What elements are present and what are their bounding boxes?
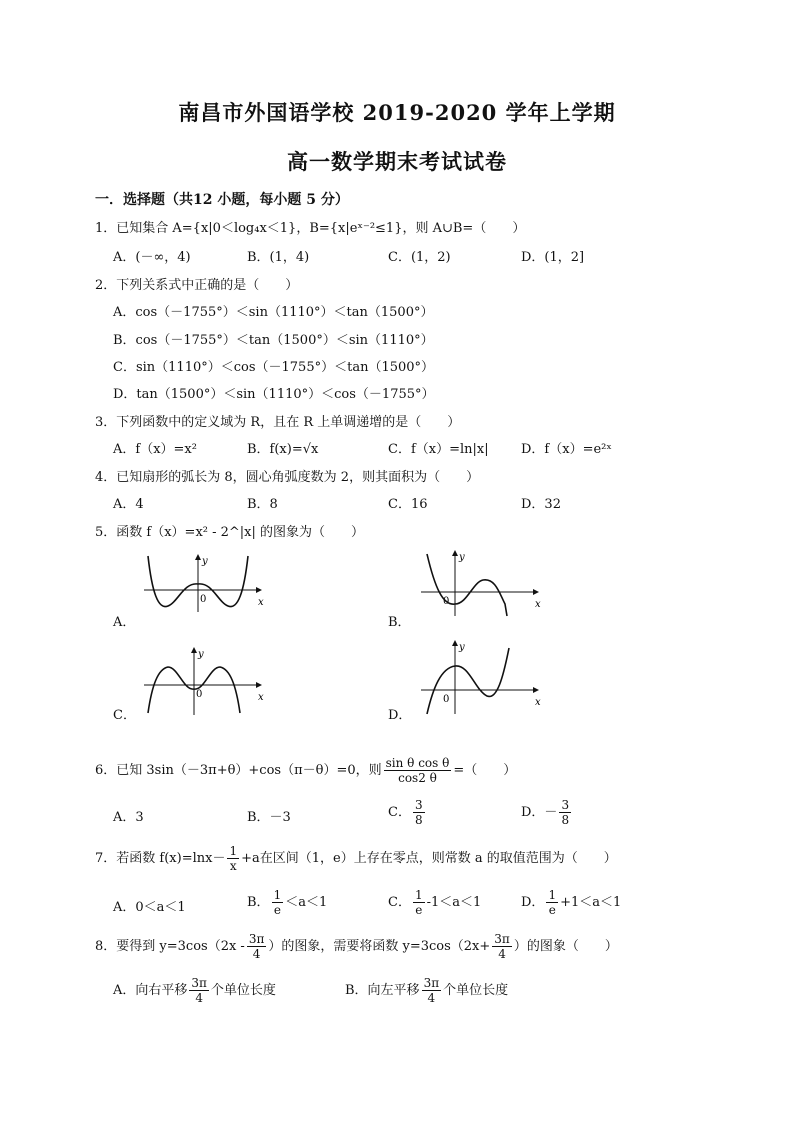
q2-option-d: D．tan（1500°）＜sin（1110°）＜cos（－1755°）	[113, 387, 435, 402]
q6-fraction	[384, 756, 452, 785]
q7-d-post: +1＜a＜1	[560, 895, 622, 910]
q2-option-c: C．sin（1110°）＜cos（－1755°）＜tan（1500°）	[113, 360, 435, 375]
q7-stem-post: +a在区间（1，e）上存在零点，则常数 a 的取值范围为（ ）	[241, 851, 617, 866]
q2-option-a: A．cos（－1755°）＜sin（1110°）＜tan（1500°）	[113, 305, 434, 320]
q7-option-b-label: B．	[247, 895, 270, 910]
q3-option-d: D．f（x）=e²ˣ	[521, 442, 612, 457]
q6-frac-num: sin θ cos θ	[385, 756, 450, 770]
q5-c-x-label: x	[258, 692, 264, 703]
q7-d-den: e	[548, 903, 556, 917]
question-1: 1．已知集合 A={x|0＜log₄x＜1}，B={x|eˣ⁻²≤1}，则 A∪B=（ ）	[95, 221, 526, 236]
q8-frac2-num: 3π	[494, 932, 510, 946]
q5-graph-d	[415, 638, 547, 716]
q7-c-num: 1	[414, 888, 423, 902]
q6-c-num: 3	[414, 798, 423, 812]
q6-d-fraction	[559, 798, 571, 827]
question-5: 5．函数 f（x）=x² - 2^|x| 的图象为（ ）	[95, 525, 365, 540]
q6-option-a: A．3	[113, 810, 144, 825]
q8-b-num: 3π	[423, 976, 440, 990]
q7-c-post: -1＜a＜1	[426, 895, 482, 910]
q5-b-x-label: x	[535, 599, 541, 610]
q8-option-b	[345, 976, 508, 1005]
q5-d-y-label: y	[459, 642, 465, 653]
section-heading: 一．选择题（共12 小题，每小题 5 分）	[95, 192, 349, 208]
question-4: 4．已知扇形的弧长为 8，圆心角弧度数为 2，则其面积为（ ）	[95, 470, 480, 485]
q1-option-b: B．(1，4)	[247, 250, 310, 265]
q8-a-fraction	[189, 976, 209, 1005]
q5-b-origin: 0	[443, 596, 450, 607]
q8-option-a	[113, 976, 276, 1005]
q8-b-post: 个单位长度	[443, 983, 509, 998]
q7-d-num: 1	[548, 888, 557, 902]
q8-frac1-num: 3π	[248, 932, 265, 946]
q7-d-fraction	[546, 888, 558, 917]
q6-c-fraction	[413, 798, 425, 827]
q7-b-num: 1	[273, 888, 282, 902]
q5-a-y-label: y	[202, 556, 208, 567]
q6-option-b: B．－3	[247, 810, 291, 825]
q5-d-origin: 0	[443, 694, 450, 705]
q7-b-den: e	[273, 903, 281, 917]
q5-a-origin: 0	[200, 594, 207, 605]
page-subtitle: 高一数学期末考试试卷	[287, 149, 507, 174]
q8-stem-mid: ）的图象，需要将函数 y=3cos（2x+	[268, 939, 491, 954]
page-title: 南昌市外国语学校 2019-2020 学年上学期	[178, 100, 616, 125]
q8-fraction-2	[492, 932, 512, 961]
q1-option-a: A．(－∞，4)	[113, 250, 191, 265]
q8-a-den: 4	[195, 991, 203, 1005]
q5-option-d: D．	[388, 708, 412, 723]
q7-stem-pre: 7．若函数 f(x)=lnx－	[95, 851, 226, 866]
q5-option-a: A．	[113, 615, 136, 630]
q8-a-post: 个单位长度	[210, 983, 276, 998]
q2-option-b: B．cos（－1755°）＜tan（1500°）＜sin（1110°）	[113, 333, 434, 348]
q5-graph-a	[138, 552, 270, 614]
question-7	[95, 844, 617, 873]
q8-fraction-1	[247, 932, 267, 961]
q1-option-c: C．(1，2)	[388, 250, 451, 265]
q7-option-d	[521, 888, 621, 917]
q6-stem-post: =（ ）	[453, 763, 517, 778]
q4-option-a: A．4	[113, 497, 144, 512]
q7-option-c-label: C．	[388, 895, 411, 910]
q8-b-fraction	[422, 976, 442, 1005]
q5-a-x-label: x	[258, 597, 264, 608]
q6-d-num: 3	[561, 798, 570, 812]
q1-option-d: D．(1，2]	[521, 250, 585, 265]
q6-stem-pre: 6．已知 3sin（－3π+θ）+cos（π－θ）=0，则	[95, 763, 382, 778]
q5-graph-c	[138, 645, 270, 717]
q7-frac-den: x	[229, 859, 237, 873]
q8-frac1-den: 4	[252, 947, 261, 961]
question-8	[95, 932, 618, 961]
q3-option-a: A．f（x）=x²	[113, 442, 197, 457]
q4-option-d: D．32	[521, 497, 561, 512]
q5-graph-b	[415, 548, 547, 618]
q4-option-c: C．16	[388, 497, 428, 512]
q8-b-den: 4	[427, 991, 436, 1005]
q5-option-c: C．	[113, 708, 136, 723]
q7-b-fraction	[272, 888, 284, 917]
q5-option-b: B．	[388, 615, 411, 630]
q5-d-x-label: x	[535, 697, 541, 708]
q7-option-a: A．0＜a＜1	[113, 900, 186, 915]
q4-option-b: B．8	[247, 497, 278, 512]
q7-c-fraction	[413, 888, 425, 917]
q8-stem-pre: 8．要得到 y=3cos（2x -	[95, 939, 245, 954]
q7-option-c	[388, 888, 481, 917]
q8-option-b-label: B．向左平移	[345, 983, 420, 998]
q6-d-den: 8	[561, 813, 570, 827]
q7-option-b	[247, 888, 327, 917]
q8-stem-post: ）的图象（ ）	[513, 939, 618, 954]
q7-b-post: ＜a＜1	[285, 895, 328, 910]
q3-option-b: B．f(x)=√x	[247, 442, 319, 457]
question-3: 3．下列函数中的定义域为 R，且在 R 上单调递增的是（ ）	[95, 415, 461, 430]
q6-option-c	[388, 798, 427, 827]
q8-option-a-label: A．向右平移	[113, 983, 188, 998]
q6-option-d-label: D．－	[521, 805, 558, 820]
q8-frac2-den: 4	[498, 947, 506, 961]
q5-c-origin: 0	[196, 689, 203, 700]
q5-b-y-label: y	[459, 552, 465, 563]
q7-option-d-label: D．	[521, 895, 545, 910]
q7-c-den: e	[415, 903, 423, 917]
q6-c-den: 8	[414, 813, 423, 827]
question-6	[95, 756, 516, 785]
q7-frac-num: 1	[229, 844, 238, 858]
q3-option-c: C．f（x）=ln|x|	[388, 442, 489, 457]
q6-frac-den: cos2 θ	[398, 771, 437, 785]
q7-fraction	[227, 844, 239, 873]
q6-option-c-label: C．	[388, 805, 411, 820]
q6-option-d	[521, 798, 573, 827]
q8-a-num: 3π	[191, 976, 207, 990]
q5-c-y-label: y	[198, 649, 204, 660]
question-2: 2．下列关系式中正确的是（ ）	[95, 278, 299, 293]
